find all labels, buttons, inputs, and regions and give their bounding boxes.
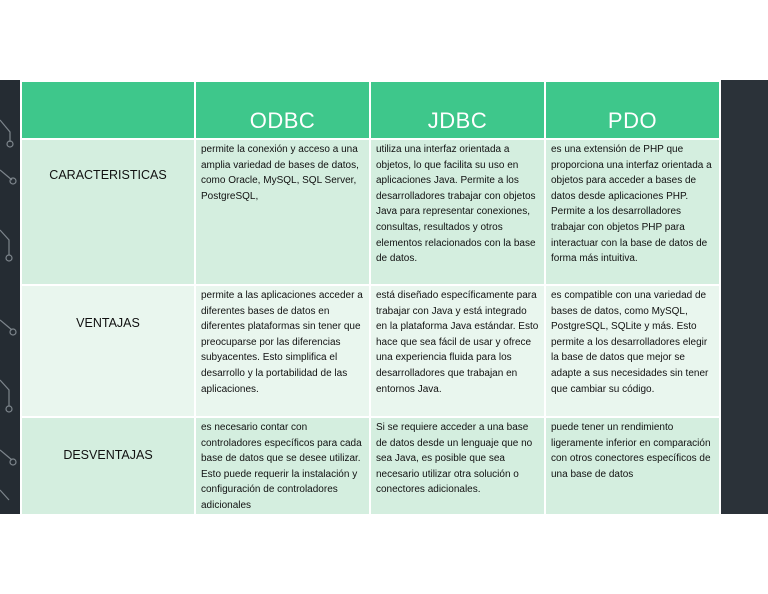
row-label-text: VENTAJAS xyxy=(76,316,140,330)
cell-jdbc-desventajas: Si se requiere acceder a una base de datos desde un lenguaje que no sea Java, es posible que sea necesario utilizar otra solución o conectores adicionales. xyxy=(370,417,545,514)
row-label-desventajas xyxy=(21,417,195,514)
header-pdo: PDO xyxy=(545,81,720,139)
header-row xyxy=(21,81,720,139)
header-odbc: ODBC xyxy=(195,81,370,139)
row-label-ventajas xyxy=(21,285,195,417)
slide xyxy=(0,80,768,514)
header-corner xyxy=(21,81,195,139)
cell-odbc-desventajas: es necesario contar con controladores específicos para cada base de datos que se desee utilizar. Esto puede requerir la instalación y configuración de controladores adicionales xyxy=(195,417,370,514)
cell-jdbc-caracteristicas: utiliza una interfaz orientada a objetos, lo que facilita su uso en aplicaciones Java. Permite a los desarrolladores trabajar con objetos Java para representar conexiones, consultas, resultados y otros elementos relacionados con la base de datos. xyxy=(370,139,545,285)
circuit-decoration-icon xyxy=(0,80,20,514)
table-row xyxy=(21,417,720,514)
cell-odbc-ventajas: permite a las aplicaciones acceder a diferentes bases de datos en diferentes plataformas sin tener que preocuparse por las diferencias subyacentes. Esto simplifica el desarrollo y la portabilidad de las aplicaciones. xyxy=(195,285,370,417)
cell-pdo-caracteristicas: es una extensión de PHP que proporciona una interfaz orientada a objetos para acceder a bases de datos desde aplicaciones PHP. Permite a los desarrolladores trabajar con objetos PHP para interactuar con la base de datos de forma más intuitiva. xyxy=(545,139,720,285)
row-label-text: DESVENTAJAS xyxy=(63,448,153,462)
table-row xyxy=(21,139,720,285)
row-label-text: CARACTERISTICAS xyxy=(49,168,167,182)
slide-right-edge xyxy=(719,80,768,514)
cell-odbc-caracteristicas: permite la conexión y acceso a una amplia variedad de bases de datos, como Oracle, MySQL, SQL Server, PostgreSQL, xyxy=(195,139,370,285)
table-row xyxy=(21,285,720,417)
cell-pdo-desventajas: puede tener un rendimiento ligeramente inferior en comparación con otros conectores específicos de una base de datos xyxy=(545,417,720,514)
row-label-caracteristicas xyxy=(21,139,195,285)
cell-pdo-ventajas: es compatible con una variedad de bases de datos, como MySQL, PostgreSQL, SQLite y más. Esto permite a los desarrolladores elegir la base de datos que mejor se adapte a sus necesidades sin tener que cambiar su código. xyxy=(545,285,720,417)
header-jdbc: JDBC xyxy=(370,81,545,139)
cell-jdbc-ventajas: está diseñado específicamente para trabajar con Java y está integrado en la plataforma Java estándar. Esto hace que sea fácil de usar y ofrece una experiencia fluida para los desarrolladores que trabajan en entornos Java. xyxy=(370,285,545,417)
comparison-table xyxy=(20,80,721,514)
